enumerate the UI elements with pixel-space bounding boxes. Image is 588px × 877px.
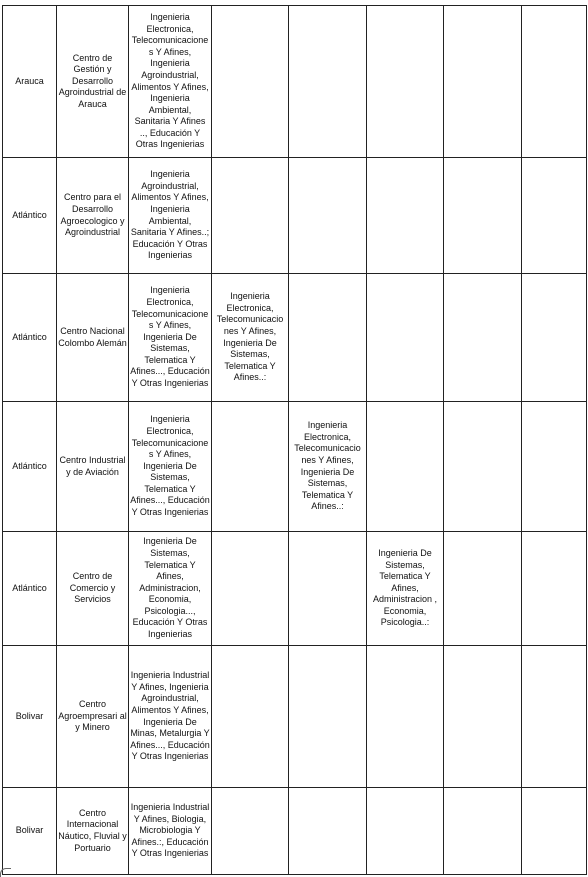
department-cell: [3, 274, 57, 402]
center-cell-text: Centro para el Desarrollo Agroecologico y Agroindustrial: [60, 192, 125, 238]
empty-cell-7: [444, 402, 522, 532]
center-cell-text: Centro de Comercio y Servicios: [69, 571, 116, 605]
empty-cell-7: [444, 6, 522, 158]
programs-cell: [129, 6, 212, 158]
empty-cell-8: [522, 532, 587, 646]
program-cell-6: [367, 402, 444, 532]
programs-cell-text: Ingenieria Electronica, Telecomunicacione s Y Afines, Ingenieria De Sistemas, Telematica Y Afines..., Educación Y Otras Ingenierias: [130, 414, 210, 518]
empty-cell-7: [444, 788, 522, 875]
program-cell-6: [367, 532, 444, 646]
center-cell: [57, 646, 129, 788]
programs-cell-text: Ingenieria Industrial Y Afines, Biologia, Microbiologia Y Afines.:, Educación Y Otras Ingenierias: [130, 802, 210, 859]
program-cell-5: [289, 646, 367, 788]
department-cell: [3, 402, 57, 532]
empty-cell-7: [444, 532, 522, 646]
center-cell-text: Centro de Gestión y Desarrollo Agroindustrial de Arauca: [58, 52, 127, 109]
table-row: [3, 788, 587, 875]
table-row: [3, 274, 587, 402]
table-row: [3, 158, 587, 274]
empty-cell-8: [522, 6, 587, 158]
table-row: [3, 402, 587, 532]
center-cell: [57, 402, 129, 532]
program-cell-4: [212, 532, 289, 646]
department-cell: [3, 6, 57, 158]
center-cell-text: Centro Agroempresari al y Minero: [58, 699, 127, 733]
program-cell-4-text: Ingenieria Electronica, Telecomunicacio nes Y Afines, Ingenieria De Sistemas, Telematica Y Afines..:: [216, 291, 284, 383]
empty-cell-8: [522, 274, 587, 402]
program-cell-4: [212, 646, 289, 788]
table-row: [3, 532, 587, 646]
program-cell-6-text: Ingenieria De Sistemas, Telematica Y Afines, Administracion , Economia, Psicologia..:: [372, 547, 438, 628]
program-cell-4: [212, 158, 289, 274]
empty-cell-8: [522, 402, 587, 532]
program-cell-4: [212, 274, 289, 402]
program-cell-5: [289, 158, 367, 274]
program-cell-4: [212, 402, 289, 532]
department-cell-text: Arauca: [15, 75, 44, 86]
department-cell-text: Atlántico: [12, 582, 47, 593]
empty-cell-7: [444, 646, 522, 788]
programs-cell: [129, 646, 212, 788]
program-cell-4: [212, 788, 289, 875]
programs-cell-text: Ingenieria Electronica, Telecomunicacione s Y Afines, Ingenieria De Sistemas, Telematica Y Afines..., Educación Y Otras Ingenierias: [130, 285, 210, 389]
programs-cell: [129, 788, 212, 875]
program-cell-5: [289, 6, 367, 158]
table-row: [3, 646, 587, 788]
program-cell-5: [289, 274, 367, 402]
programs-cell: [129, 402, 212, 532]
center-cell-text: Centro Internacional Náutico, Fluvial y Portuario: [58, 807, 127, 853]
empty-cell-8: [522, 158, 587, 274]
programs-table: [2, 5, 587, 875]
center-cell-text: Centro Industrial y de Aviación: [59, 454, 126, 477]
programs-cell-text: Ingenieria De Sistemas, Telematica Y Afines, Administracion, Economia, Psicologia..., Educación Y Otras Ingenierias: [132, 536, 208, 640]
department-cell-text: Atlántico: [12, 331, 47, 342]
programs-cell-text: Ingenieria Electronica, Telecomunicacione s Y Afines, Ingenieria Agroindustrial, Alimentos Y Afines, Ingenieria Ambiental, Sanitaria Y Afines .., Educación Y Otras Ingenierias: [131, 11, 209, 150]
program-cell-5-text: Ingenieria Electronica, Telecomunicacio nes Y Afines, Ingenieria De Sistemas, Telematica Y Afines..:: [294, 420, 361, 512]
programs-cell: [129, 532, 212, 646]
program-cell-5: [289, 402, 367, 532]
programs-cell: [129, 274, 212, 402]
empty-cell-7: [444, 274, 522, 402]
program-cell-5: [289, 532, 367, 646]
program-cell-6: [367, 788, 444, 875]
program-cell-4: [212, 6, 289, 158]
programs-cell-text: Ingenieria Industrial Y Afines, Ingenieria Agroindustrial, Alimentos Y Afines, Ingenieria De Minas, Metalurgia Y Afines..., Educación Y Otras Ingenierias: [130, 670, 210, 762]
department-cell-text: Bolivar: [15, 710, 44, 721]
department-cell: [3, 532, 57, 646]
center-cell: [57, 6, 129, 158]
center-cell: [57, 532, 129, 646]
programs-cell-text: Ingenieria Agroindustrial, Alimentos Y Afines, Ingenieria Ambiental, Sanitaria Y Afines..; Educación Y Otras Ingenierias: [130, 169, 210, 261]
program-cell-6: [367, 646, 444, 788]
department-cell: [3, 158, 57, 274]
program-cell-5: [289, 788, 367, 875]
center-cell: [57, 274, 129, 402]
empty-cell-8: [522, 788, 587, 875]
center-cell: [57, 158, 129, 274]
department-cell: [3, 646, 57, 788]
programs-cell: [129, 158, 212, 274]
empty-cell-8: [522, 646, 587, 788]
center-cell-text: Centro Nacional Colombo Alemán: [58, 325, 127, 348]
empty-cell-7: [444, 158, 522, 274]
department-cell-text: Bolivar: [15, 825, 44, 836]
program-cell-6: [367, 158, 444, 274]
table-row: [3, 6, 587, 158]
department-cell: [3, 788, 57, 875]
program-cell-6: [367, 6, 444, 158]
department-cell-text: Atlántico: [12, 460, 47, 471]
department-cell-text: Atlántico: [12, 209, 47, 220]
center-cell: [57, 788, 129, 875]
program-cell-6: [367, 274, 444, 402]
